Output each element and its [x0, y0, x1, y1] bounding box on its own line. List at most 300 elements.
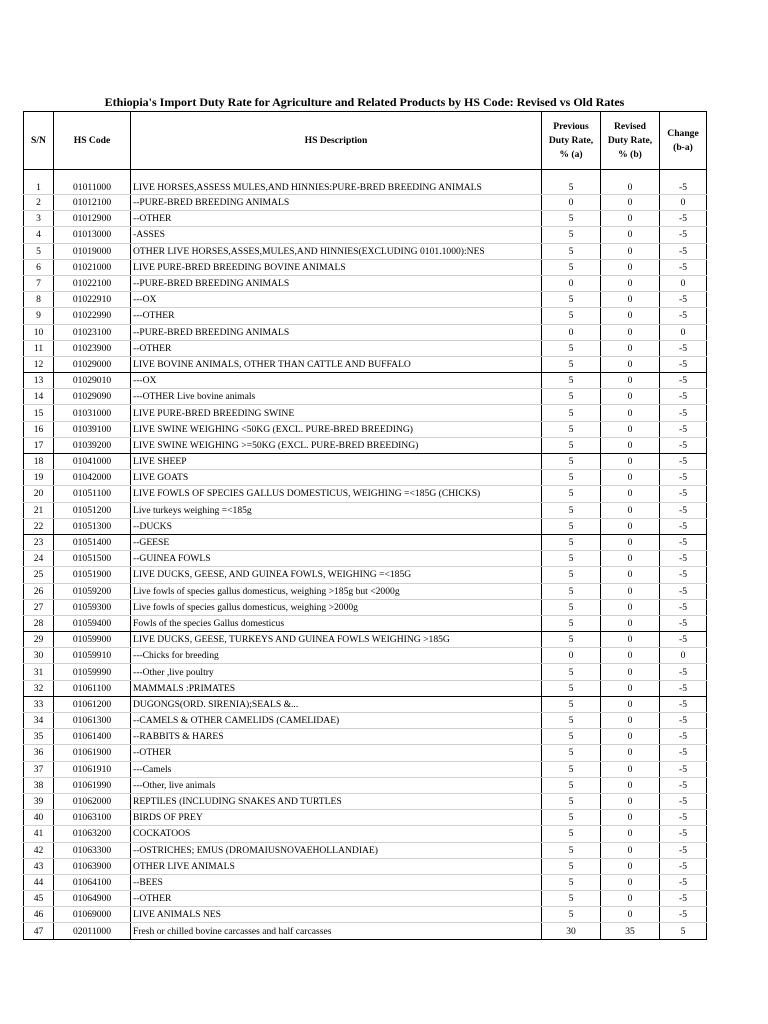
cell-description: --RABBITS & HARES: [131, 729, 542, 745]
cell-sn: 8: [24, 292, 54, 308]
cell-previous-rate: 5: [542, 292, 601, 308]
cell-revised-rate: 0: [601, 729, 660, 745]
cell-revised-rate: 0: [601, 195, 660, 211]
cell-sn: 31: [24, 664, 54, 680]
header-description: HS Description: [131, 112, 542, 170]
cell-sn: 5: [24, 243, 54, 259]
table-row: [24, 615, 707, 631]
cell-sn: 15: [24, 405, 54, 421]
cell-revised-rate: 0: [601, 454, 660, 470]
cell-sn: 43: [24, 858, 54, 874]
cell-description: Fresh or chilled bovine carcasses and half carcasses: [131, 923, 542, 939]
table-row: [24, 745, 707, 761]
cell-sn: 38: [24, 777, 54, 793]
cell-previous-rate: 5: [542, 243, 601, 259]
cell-revised-rate: 0: [601, 599, 660, 615]
table-row: [24, 275, 707, 291]
table-row: [24, 227, 707, 243]
cell-revised-rate: 0: [601, 437, 660, 453]
cell-hs-code: 01011000: [54, 170, 131, 195]
cell-change: -5: [660, 454, 707, 470]
cell-sn: 21: [24, 502, 54, 518]
cell-previous-rate: 5: [542, 858, 601, 874]
cell-sn: 24: [24, 551, 54, 567]
cell-previous-rate: 5: [542, 551, 601, 567]
cell-revised-rate: 0: [601, 170, 660, 195]
cell-hs-code: 01023900: [54, 340, 131, 356]
cell-description: BIRDS OF PREY: [131, 810, 542, 826]
cell-hs-code: 01013000: [54, 227, 131, 243]
cell-hs-code: 01029010: [54, 373, 131, 389]
cell-change: -5: [660, 405, 707, 421]
cell-revised-rate: 0: [601, 356, 660, 372]
header-change: [660, 112, 707, 170]
cell-revised-rate: 0: [601, 664, 660, 680]
header-hs-code: HS Code: [54, 112, 131, 170]
cell-sn: 22: [24, 518, 54, 534]
cell-change: -5: [660, 664, 707, 680]
table-row: [24, 373, 707, 389]
cell-hs-code: 01063200: [54, 826, 131, 842]
cell-hs-code: 01051400: [54, 534, 131, 550]
cell-change: -5: [660, 793, 707, 809]
cell-previous-rate: 30: [542, 923, 601, 939]
cell-sn: 4: [24, 227, 54, 243]
cell-description: LIVE SWINE WEIGHING >=50KG (EXCL. PURE-BRED BREEDING): [131, 437, 542, 453]
cell-revised-rate: 0: [601, 259, 660, 275]
cell-sn: 1: [24, 170, 54, 195]
cell-change: -5: [660, 810, 707, 826]
cell-hs-code: 01063300: [54, 842, 131, 858]
table-row: [24, 680, 707, 696]
cell-sn: 39: [24, 793, 54, 809]
cell-description: LIVE FOWLS OF SPECIES GALLUS DOMESTICUS, WEIGHING =<185G (CHICKS): [131, 486, 542, 502]
document-title: Ethiopia's Import Duty Rate for Agriculture and Related Products by HS Code: Revised vs Old Rates: [104, 95, 625, 109]
table-row: [24, 486, 707, 502]
cell-hs-code: 01059910: [54, 648, 131, 664]
table-row: [24, 858, 707, 874]
cell-revised-rate: 0: [601, 405, 660, 421]
cell-description: --CAMELS & OTHER CAMELIDS (CAMELIDAE): [131, 713, 542, 729]
cell-description: --OTHER: [131, 211, 542, 227]
cell-description: LIVE GOATS: [131, 470, 542, 486]
cell-change: -5: [660, 470, 707, 486]
table-body: [24, 170, 707, 940]
cell-previous-rate: 5: [542, 567, 601, 583]
cell-sn: 10: [24, 324, 54, 340]
cell-previous-rate: 0: [542, 195, 601, 211]
cell-sn: 9: [24, 308, 54, 324]
cell-previous-rate: 0: [542, 275, 601, 291]
cell-revised-rate: 0: [601, 907, 660, 923]
cell-hs-code: 01029090: [54, 389, 131, 405]
table-row: [24, 292, 707, 308]
cell-hs-code: 01022990: [54, 308, 131, 324]
cell-revised-rate: 0: [601, 324, 660, 340]
cell-change: -5: [660, 826, 707, 842]
cell-hs-code: 01012900: [54, 211, 131, 227]
cell-revised-rate: 0: [601, 243, 660, 259]
cell-revised-rate: 0: [601, 551, 660, 567]
cell-previous-rate: 5: [542, 632, 601, 648]
cell-revised-rate: 0: [601, 761, 660, 777]
cell-previous-rate: 0: [542, 648, 601, 664]
cell-description: --GEESE: [131, 534, 542, 550]
cell-previous-rate: 5: [542, 907, 601, 923]
cell-description: --PURE-BRED BREEDING ANIMALS: [131, 275, 542, 291]
cell-revised-rate: 0: [601, 713, 660, 729]
table-row: [24, 259, 707, 275]
cell-previous-rate: 5: [542, 713, 601, 729]
cell-change: -5: [660, 680, 707, 696]
table-row: [24, 729, 707, 745]
cell-sn: 42: [24, 842, 54, 858]
cell-description: ---Chicks for breeding: [131, 648, 542, 664]
table-row: [24, 599, 707, 615]
cell-sn: 29: [24, 632, 54, 648]
cell-hs-code: 01051200: [54, 502, 131, 518]
cell-description: -ASSES: [131, 227, 542, 243]
cell-revised-rate: 0: [601, 680, 660, 696]
cell-change: -5: [660, 713, 707, 729]
cell-hs-code: 01061200: [54, 696, 131, 712]
table-row: [24, 696, 707, 712]
cell-hs-code: 01051500: [54, 551, 131, 567]
table-row: [24, 648, 707, 664]
header-change-line: (b-a): [673, 141, 693, 153]
cell-description: LIVE SWINE WEIGHING <50KG (EXCL. PURE-BRED BREEDING): [131, 421, 542, 437]
cell-description: MAMMALS :PRIMATES: [131, 680, 542, 696]
header-revised-rate: [601, 112, 660, 170]
table-row: [24, 243, 707, 259]
cell-description: --OTHER: [131, 340, 542, 356]
cell-description: --OTHER: [131, 745, 542, 761]
cell-sn: 17: [24, 437, 54, 453]
cell-revised-rate: 0: [601, 583, 660, 599]
cell-sn: 44: [24, 874, 54, 890]
cell-change: -5: [660, 356, 707, 372]
cell-change: -5: [660, 534, 707, 550]
cell-hs-code: 01061100: [54, 680, 131, 696]
cell-previous-rate: 5: [542, 308, 601, 324]
cell-sn: 25: [24, 567, 54, 583]
cell-hs-code: 02011000: [54, 923, 131, 939]
table-row: [24, 421, 707, 437]
table-row: [24, 170, 707, 195]
cell-sn: 11: [24, 340, 54, 356]
cell-previous-rate: 5: [542, 810, 601, 826]
cell-revised-rate: 0: [601, 567, 660, 583]
cell-change: -5: [660, 632, 707, 648]
cell-previous-rate: 5: [542, 664, 601, 680]
cell-description: OTHER LIVE ANIMALS: [131, 858, 542, 874]
cell-change: -5: [660, 227, 707, 243]
cell-change: -5: [660, 421, 707, 437]
cell-previous-rate: 5: [542, 729, 601, 745]
cell-revised-rate: 0: [601, 842, 660, 858]
header-revised-line: % (b): [618, 148, 642, 160]
header-revised-line: Duty Rate,: [607, 134, 653, 146]
cell-change: 0: [660, 648, 707, 664]
cell-change: -5: [660, 551, 707, 567]
cell-description: LIVE HORSES,ASSESS MULES,AND HINNIES:PURE-BRED BREEDING ANIMALS: [131, 170, 542, 195]
cell-change: -5: [660, 389, 707, 405]
table-row: [24, 437, 707, 453]
cell-change: -5: [660, 761, 707, 777]
cell-previous-rate: 5: [542, 599, 601, 615]
table-row: [24, 777, 707, 793]
cell-description: --OTHER: [131, 891, 542, 907]
cell-sn: 35: [24, 729, 54, 745]
cell-description: ---OX: [131, 292, 542, 308]
cell-change: -5: [660, 599, 707, 615]
cell-revised-rate: 0: [601, 502, 660, 518]
cell-description: LIVE DUCKS, GEESE, AND GUINEA FOWLS, WEIGHING =<185G: [131, 567, 542, 583]
cell-previous-rate: 5: [542, 745, 601, 761]
cell-hs-code: 01063100: [54, 810, 131, 826]
header-revised-line: Revised: [614, 120, 646, 132]
cell-hs-code: 01041000: [54, 454, 131, 470]
cell-hs-code: 01059300: [54, 599, 131, 615]
cell-previous-rate: 5: [542, 227, 601, 243]
header-previous-rate: [542, 112, 601, 170]
cell-hs-code: 01061400: [54, 729, 131, 745]
cell-sn: 33: [24, 696, 54, 712]
cell-hs-code: 01031000: [54, 405, 131, 421]
cell-description: --OSTRICHES; EMUS (DROMAIUSNOVAEHOLLANDIAE): [131, 842, 542, 858]
cell-hs-code: 01059900: [54, 632, 131, 648]
table-row: [24, 842, 707, 858]
cell-previous-rate: 5: [542, 405, 601, 421]
cell-hs-code: 01064100: [54, 874, 131, 890]
cell-sn: 23: [24, 534, 54, 550]
cell-revised-rate: 0: [601, 632, 660, 648]
cell-change: -5: [660, 858, 707, 874]
cell-description: REPTILES (INCLUDING SNAKES AND TURTLES: [131, 793, 542, 809]
cell-change: -5: [660, 292, 707, 308]
header-previous-line: Previous: [553, 120, 589, 132]
cell-revised-rate: 0: [601, 891, 660, 907]
header-sn: S/N: [24, 112, 54, 170]
cell-revised-rate: 0: [601, 745, 660, 761]
cell-revised-rate: 0: [601, 534, 660, 550]
cell-hs-code: 01063900: [54, 858, 131, 874]
table-row: [24, 826, 707, 842]
cell-description: ---Other, live animals: [131, 777, 542, 793]
cell-description: ---OTHER Live bovine animals: [131, 389, 542, 405]
cell-revised-rate: 0: [601, 421, 660, 437]
header-previous-line: % (a): [559, 148, 583, 160]
cell-previous-rate: 5: [542, 211, 601, 227]
cell-description: LIVE PURE-BRED BREEDING BOVINE ANIMALS: [131, 259, 542, 275]
cell-hs-code: 01059990: [54, 664, 131, 680]
cell-change: 0: [660, 275, 707, 291]
cell-revised-rate: 0: [601, 340, 660, 356]
table-row: [24, 713, 707, 729]
cell-hs-code: 01022100: [54, 275, 131, 291]
table-row: [24, 632, 707, 648]
cell-revised-rate: 0: [601, 648, 660, 664]
cell-revised-rate: 0: [601, 518, 660, 534]
cell-change: -5: [660, 729, 707, 745]
cell-hs-code: 01051100: [54, 486, 131, 502]
cell-sn: 41: [24, 826, 54, 842]
cell-change: -5: [660, 170, 707, 195]
cell-description: LIVE PURE-BRED BREEDING SWINE: [131, 405, 542, 421]
table-row: [24, 793, 707, 809]
table-row: [24, 534, 707, 550]
cell-hs-code: 01051300: [54, 518, 131, 534]
table-row: [24, 470, 707, 486]
cell-description: Fowls of the species Gallus domesticus: [131, 615, 542, 631]
cell-description: --BEES: [131, 874, 542, 890]
cell-description: --DUCKS: [131, 518, 542, 534]
cell-previous-rate: 5: [542, 696, 601, 712]
cell-sn: 13: [24, 373, 54, 389]
cell-hs-code: 01042000: [54, 470, 131, 486]
cell-hs-code: 01061900: [54, 745, 131, 761]
cell-change: -5: [660, 907, 707, 923]
table-row: [24, 454, 707, 470]
cell-previous-rate: 5: [542, 891, 601, 907]
cell-previous-rate: 0: [542, 324, 601, 340]
cell-change: -5: [660, 567, 707, 583]
cell-change: -5: [660, 340, 707, 356]
cell-description: LIVE SHEEP: [131, 454, 542, 470]
cell-change: 0: [660, 324, 707, 340]
cell-description: LIVE DUCKS, GEESE, TURKEYS AND GUINEA FOWLS WEIGHING >185G: [131, 632, 542, 648]
table-row: [24, 583, 707, 599]
cell-previous-rate: 5: [542, 793, 601, 809]
cell-change: -5: [660, 745, 707, 761]
cell-revised-rate: 0: [601, 615, 660, 631]
table-row: [24, 405, 707, 421]
cell-revised-rate: 0: [601, 308, 660, 324]
cell-hs-code: 01059400: [54, 615, 131, 631]
cell-hs-code: 01064900: [54, 891, 131, 907]
cell-hs-code: 01023100: [54, 324, 131, 340]
cell-revised-rate: 0: [601, 373, 660, 389]
cell-change: -5: [660, 308, 707, 324]
cell-hs-code: 01021000: [54, 259, 131, 275]
cell-revised-rate: 0: [601, 858, 660, 874]
table-row: [24, 502, 707, 518]
cell-description: ---Other ,live poultry: [131, 664, 542, 680]
cell-sn: 18: [24, 454, 54, 470]
cell-hs-code: 01061990: [54, 777, 131, 793]
cell-revised-rate: 0: [601, 826, 660, 842]
cell-sn: 3: [24, 211, 54, 227]
table-row: [24, 664, 707, 680]
cell-change: -5: [660, 211, 707, 227]
table-row: [24, 923, 707, 939]
cell-hs-code: 01061300: [54, 713, 131, 729]
cell-previous-rate: 5: [542, 761, 601, 777]
cell-sn: 6: [24, 259, 54, 275]
cell-description: LIVE BOVINE ANIMALS, OTHER THAN CATTLE AND BUFFALO: [131, 356, 542, 372]
cell-description: Live turkeys weighing =<185g: [131, 502, 542, 518]
cell-previous-rate: 5: [542, 777, 601, 793]
cell-description: Live fowls of species gallus domesticus, weighing >2000g: [131, 599, 542, 615]
cell-previous-rate: 5: [542, 389, 601, 405]
cell-hs-code: 01069000: [54, 907, 131, 923]
cell-previous-rate: 5: [542, 421, 601, 437]
cell-description: LIVE ANIMALS NES: [131, 907, 542, 923]
table-row: [24, 518, 707, 534]
cell-change: -5: [660, 259, 707, 275]
cell-hs-code: 01019000: [54, 243, 131, 259]
cell-previous-rate: 5: [542, 437, 601, 453]
cell-previous-rate: 5: [542, 454, 601, 470]
cell-sn: 37: [24, 761, 54, 777]
cell-sn: 47: [24, 923, 54, 939]
cell-description: OTHER LIVE HORSES,ASSES,MULES,AND HINNIES(EXCLUDING 0101.1000):NES: [131, 243, 542, 259]
cell-description: --PURE-BRED BREEDING ANIMALS: [131, 324, 542, 340]
cell-change: -5: [660, 502, 707, 518]
header-change-line: Change: [667, 127, 699, 139]
cell-change: -5: [660, 615, 707, 631]
cell-sn: 19: [24, 470, 54, 486]
cell-change: -5: [660, 437, 707, 453]
cell-sn: 32: [24, 680, 54, 696]
cell-previous-rate: 5: [542, 534, 601, 550]
cell-revised-rate: 0: [601, 486, 660, 502]
cell-sn: 7: [24, 275, 54, 291]
cell-change: -5: [660, 891, 707, 907]
cell-description: DUGONGS(ORD. SIRENIA);SEALS &...: [131, 696, 542, 712]
table-row: [24, 551, 707, 567]
cell-description: ---Camels: [131, 761, 542, 777]
cell-change: 5: [660, 923, 707, 939]
table-row: [24, 874, 707, 890]
cell-previous-rate: 5: [542, 470, 601, 486]
cell-sn: 34: [24, 713, 54, 729]
cell-sn: 36: [24, 745, 54, 761]
cell-sn: 45: [24, 891, 54, 907]
cell-change: -5: [660, 518, 707, 534]
cell-sn: 14: [24, 389, 54, 405]
cell-previous-rate: 5: [542, 826, 601, 842]
table-row: [24, 211, 707, 227]
cell-previous-rate: 5: [542, 356, 601, 372]
cell-change: -5: [660, 842, 707, 858]
cell-previous-rate: 5: [542, 486, 601, 502]
cell-sn: 20: [24, 486, 54, 502]
cell-description: COCKATOOS: [131, 826, 542, 842]
cell-sn: 12: [24, 356, 54, 372]
cell-description: ---OX: [131, 373, 542, 389]
cell-change: -5: [660, 486, 707, 502]
cell-revised-rate: 35: [601, 923, 660, 939]
cell-description: --PURE-BRED BREEDING ANIMALS: [131, 195, 542, 211]
cell-previous-rate: 5: [542, 502, 601, 518]
cell-previous-rate: 5: [542, 615, 601, 631]
cell-change: -5: [660, 243, 707, 259]
table-row: [24, 356, 707, 372]
cell-hs-code: 01061910: [54, 761, 131, 777]
cell-hs-code: 01059200: [54, 583, 131, 599]
cell-description: --GUINEA FOWLS: [131, 551, 542, 567]
cell-change: -5: [660, 777, 707, 793]
cell-revised-rate: 0: [601, 470, 660, 486]
cell-revised-rate: 0: [601, 292, 660, 308]
cell-previous-rate: 5: [542, 874, 601, 890]
cell-sn: 46: [24, 907, 54, 923]
cell-hs-code: 01022910: [54, 292, 131, 308]
table-row: [24, 567, 707, 583]
cell-previous-rate: 5: [542, 170, 601, 195]
cell-hs-code: 01062000: [54, 793, 131, 809]
